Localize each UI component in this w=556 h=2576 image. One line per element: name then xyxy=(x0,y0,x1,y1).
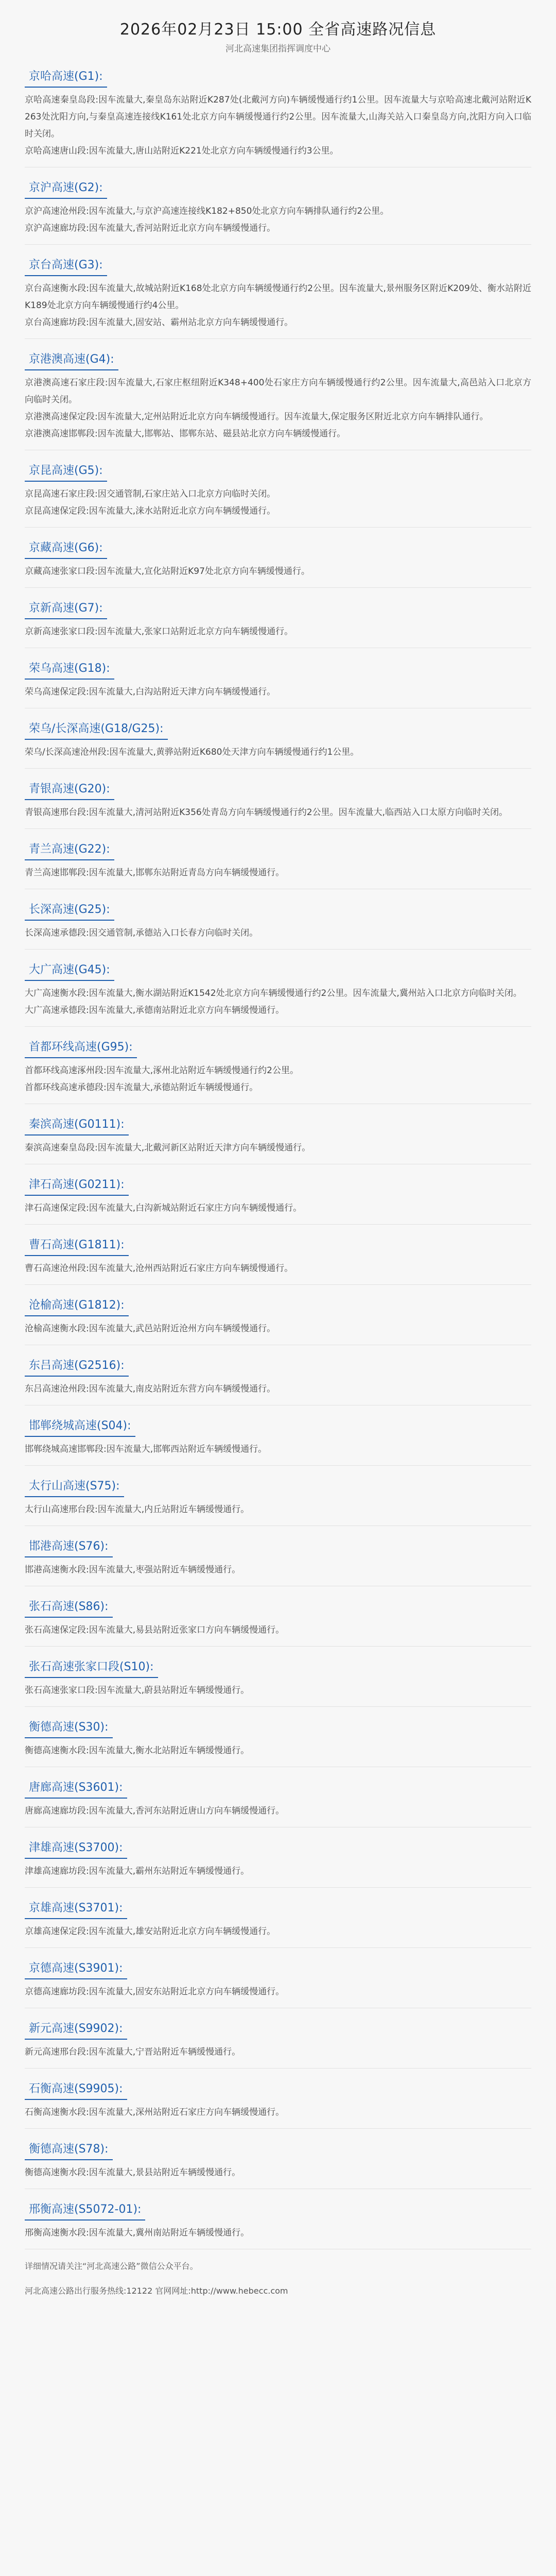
road-section-title: 邯郸绕城高速(S04): xyxy=(25,1415,135,1437)
road-section-title: 津雄高速(S3700): xyxy=(25,1837,127,1859)
road-condition-text: 津雄高速廊坊段:因车流量大,霸州东站附近车辆缓慢通行。 xyxy=(25,1866,250,1876)
page-subtitle: 河北高速集团指挥调度中心 xyxy=(225,44,331,54)
road-section-title: 京台高速(G3): xyxy=(25,254,107,276)
section-divider xyxy=(25,338,531,339)
road-condition-text: 京港澳高速石家庄段:因车流量大,石家庄枢纽附近K348+400处石家庄方向车辆缓慢通行约2公里。因车流量大,高邑站入口北京方向临时关闭。 xyxy=(25,378,531,405)
road-section-title: 青银高速(G20): xyxy=(25,778,114,800)
road-condition-text: 京沪高速沧州段:因车流量大,与京沪高速连接线K182+850处北京方向车辆排队通行约2公里。 xyxy=(25,206,389,216)
road-section xyxy=(25,2078,531,2129)
road-condition-text: 邢衡高速衡水段:因车流量大,冀州南站附近车辆缓慢通行。 xyxy=(25,2228,250,2238)
section-divider xyxy=(25,949,531,950)
road-section-title: 京新高速(G7): xyxy=(25,597,107,619)
road-section-title: 曹石高速(G1811): xyxy=(25,1234,129,1256)
road-condition-text: 秦滨高速秦皇岛段:因车流量大,北戴河新区站附近天津方向车辆缓慢通行。 xyxy=(25,1143,311,1153)
road-condition-text: 大广高速承德段:因车流量大,承德南站附近北京方向车辆缓慢通行。 xyxy=(25,1005,285,1015)
road-section-title: 秦滨高速(G0111): xyxy=(25,1113,129,1136)
road-section-title: 新元高速(S9902): xyxy=(25,2018,127,2040)
road-section xyxy=(25,1036,531,1104)
road-condition-text: 衡德高速衡水段:因车流量大,景县站附近车辆缓慢通行。 xyxy=(25,2167,241,2178)
section-divider xyxy=(25,244,531,245)
road-section-title: 京雄高速(S3701): xyxy=(25,1897,127,1919)
road-section-title: 衡德高速(S78): xyxy=(25,2138,113,2160)
road-condition-text: 京雄高速保定段:因车流量大,雄安站附近北京方向车辆缓慢通行。 xyxy=(25,1926,276,1937)
road-section xyxy=(25,1415,531,1466)
road-condition-text: 京台高速廊坊段:因车流量大,固安站、霸州站北京方向车辆缓慢通行。 xyxy=(25,317,293,328)
road-condition-text: 京藏高速张家口段:因车流量大,宣化站附近K97处北京方向车辆缓慢通行。 xyxy=(25,566,310,577)
road-section xyxy=(25,1837,531,1888)
section-divider xyxy=(25,1465,531,1466)
road-section-title: 青兰高速(G22): xyxy=(25,838,114,860)
road-section xyxy=(25,1656,531,1707)
road-condition-text: 太行山高速邢台段:因车流量大,内丘站附近车辆缓慢通行。 xyxy=(25,1504,250,1515)
road-condition-text: 新元高速邢台段:因车流量大,宁晋站附近车辆缓慢通行。 xyxy=(25,2047,241,2057)
road-condition-text: 首都环线高速承德段:因车流量大,承德站附近车辆缓慢通行。 xyxy=(25,1082,258,1093)
road-section-title: 长深高速(G25): xyxy=(25,899,114,921)
road-section xyxy=(25,1113,531,1164)
road-condition-text: 邯港高速衡水段:因车流量大,枣强站附近车辆缓慢通行。 xyxy=(25,1565,241,1575)
road-section xyxy=(25,1234,531,1285)
section-divider xyxy=(25,1646,531,1647)
road-section xyxy=(25,2198,531,2249)
road-condition-text: 长深高速承德段:因交通管制,承德站入口长春方向临时关闭。 xyxy=(25,928,258,938)
road-section-title: 京昆高速(G5): xyxy=(25,460,107,482)
footer-hotline: 河北高速公路出行服务热线:12122 官网网址:http://www.hebecc.com xyxy=(25,2286,288,2296)
section-divider xyxy=(25,2068,531,2069)
road-condition-text: 津石高速保定段:因车流量大,白沟新城站附近石家庄方向车辆缓慢通行。 xyxy=(25,1203,302,1213)
road-section xyxy=(25,1475,531,1526)
road-condition-text: 京港澳高速邯郸段:因车流量大,邯郸站、邯郸东站、磁县站北京方向车辆缓慢通行。 xyxy=(25,429,346,439)
road-condition-text: 唐廊高速廊坊段:因车流量大,香河东站附近唐山方向车辆缓慢通行。 xyxy=(25,1806,285,1816)
road-condition-text: 衡德高速衡水段:因车流量大,衡水北站附近车辆缓慢通行。 xyxy=(25,1745,250,1756)
road-condition-text: 青银高速邢台段:因车流量大,清河站附近K356处青岛方向车辆缓慢通行约2公里。因车流量大,临西站入口太原方向临时关闭。 xyxy=(25,807,508,818)
road-section-title: 唐廊高速(S3601): xyxy=(25,1776,127,1799)
road-section xyxy=(25,2138,531,2189)
road-condition-text: 京台高速衡水段:因车流量大,故城站附近K168处北京方向车辆缓慢通行约2公里。因车流量大,景州服务区附近K209处、衡水站附近K189处北京方向车辆缓慢通行约4公里。 xyxy=(25,283,531,311)
road-condition-text: 京港澳高速保定段:因车流量大,定州站附近北京方向车辆缓慢通行。因车流量大,保定服务区附近北京方向车辆排队通行。 xyxy=(25,412,489,422)
road-condition-text: 大广高速衡水段:因车流量大,衡水湖站附近K1542处北京方向车辆缓慢通行约2公里。因车流量大,冀州站入口北京方向临时关闭。 xyxy=(25,988,522,998)
road-condition-text: 京昆高速保定段:因车流量大,涞水站附近北京方向车辆缓慢通行。 xyxy=(25,506,276,516)
road-section xyxy=(25,348,531,450)
road-section-title: 荣乌/长深高速(G18/G25): xyxy=(25,718,168,740)
road-section xyxy=(25,718,531,769)
road-section xyxy=(25,1776,531,1827)
section-divider xyxy=(25,587,531,588)
road-section xyxy=(25,2018,531,2069)
section-divider xyxy=(25,768,531,769)
road-section-title: 津石高速(G0211): xyxy=(25,1174,129,1196)
road-section xyxy=(25,1897,531,1948)
road-section xyxy=(25,1294,531,1345)
road-section xyxy=(25,899,531,950)
road-section xyxy=(25,537,531,588)
road-condition-text: 京新高速张家口段:因车流量大,张家口站附近北京方向车辆缓慢通行。 xyxy=(25,626,293,637)
road-section xyxy=(25,838,531,889)
road-condition-text: 京沪高速廊坊段:因车流量大,香河站附近北京方向车辆缓慢通行。 xyxy=(25,223,276,233)
road-section-title: 石衡高速(S9905): xyxy=(25,2078,127,2100)
section-divider xyxy=(25,1224,531,1225)
road-section xyxy=(25,1535,531,1586)
road-condition-text: 京哈高速秦皇岛段:因车流量大,秦皇岛东站附近K287处(北戴河方向)车辆缓慢通行约1公里。因车流量大与京哈高速北戴河站附近K263处沈阳方向,与秦皇高速连接线K161处北京方向车辆缓慢通行约2公里。因车流量大,山海关站入口秦皇岛方向,沈阳方向入口临时关闭。 xyxy=(25,95,531,139)
section-divider xyxy=(25,1026,531,1027)
road-section xyxy=(25,254,531,339)
road-section-title: 京港澳高速(G4): xyxy=(25,348,118,370)
road-section-title: 张石高速张家口段(S10): xyxy=(25,1656,158,1678)
section-divider xyxy=(25,1887,531,1888)
page-title: 2026年02月23日 15:00 全省高速路况信息 xyxy=(119,21,437,39)
road-section-title: 邢衡高速(S5072-01): xyxy=(25,2198,145,2221)
road-section-title: 荣乌高速(G18): xyxy=(25,657,114,680)
road-section-title: 沧榆高速(G1812): xyxy=(25,1294,129,1316)
road-section xyxy=(25,177,531,245)
road-section-title: 京藏高速(G6): xyxy=(25,537,107,559)
road-section-title: 太行山高速(S75): xyxy=(25,1475,124,1497)
road-section xyxy=(25,778,531,829)
road-section-title: 大广高速(G45): xyxy=(25,959,114,981)
road-section-title: 首都环线高速(G95): xyxy=(25,1036,137,1058)
road-condition-text: 首都环线高速涿州段:因车流量大,涿州北站附近车辆缓慢通行约2公里。 xyxy=(25,1065,299,1076)
road-section-title: 东吕高速(G2516): xyxy=(25,1354,129,1377)
section-divider xyxy=(25,1284,531,1285)
road-condition-text: 张石高速保定段:因车流量大,易县站附近张家口方向车辆缓慢通行。 xyxy=(25,1625,285,1635)
road-condition-text: 京昆高速石家庄段:因交通管制,石家庄站入口北京方向临时关闭。 xyxy=(25,489,276,499)
road-section xyxy=(25,597,531,648)
road-condition-text: 东吕高速沧州段:因车流量大,南皮站附近东营方向车辆缓慢通行。 xyxy=(25,1384,276,1394)
road-section xyxy=(25,959,531,1027)
road-condition-text: 石衡高速衡水段:因车流量大,深州站附近石家庄方向车辆缓慢通行。 xyxy=(25,2107,285,2117)
section-divider xyxy=(25,828,531,829)
road-sections xyxy=(25,65,531,2249)
road-section-title: 张石高速(S86): xyxy=(25,1596,113,1618)
footer-note: 详细情况请关注“河北高速公路”微信公众平台。 xyxy=(25,2261,198,2271)
road-section xyxy=(25,65,531,167)
road-section xyxy=(25,657,531,708)
section-divider xyxy=(25,527,531,528)
road-section-title: 京德高速(S3901): xyxy=(25,1957,127,1979)
road-condition-text: 邯郸绕城高速邯郸段:因车流量大,邯郸西站附近车辆缓慢通行。 xyxy=(25,1444,267,1454)
road-condition-text: 京德高速廊坊段:因车流量大,固安东站附近北京方向车辆缓慢通行。 xyxy=(25,1987,285,1997)
section-divider xyxy=(25,2128,531,2129)
road-section xyxy=(25,1716,531,1767)
road-section xyxy=(25,1174,531,1225)
road-condition-text: 京哈高速唐山段:因车流量大,唐山站附近K221处北京方向车辆缓慢通行约3公里。 xyxy=(25,146,339,156)
road-condition-text: 荣乌高速保定段:因车流量大,白沟站附近天津方向车辆缓慢通行。 xyxy=(25,687,276,697)
road-section-title: 邯港高速(S76): xyxy=(25,1535,113,1557)
road-section-title: 京沪高速(G2): xyxy=(25,177,107,199)
section-divider xyxy=(25,1706,531,1707)
road-condition-text: 曹石高速沧州段:因车流量大,沧州西站附近石家庄方向车辆缓慢通行。 xyxy=(25,1263,293,1274)
road-section xyxy=(25,1596,531,1647)
section-divider xyxy=(25,1947,531,1948)
road-condition-text: 张石高速张家口段:因车流量大,蔚县站附近车辆缓慢通行。 xyxy=(25,1685,250,1696)
road-section xyxy=(25,1957,531,2008)
road-condition-text: 荣乌/长深高速沧州段:因车流量大,黄骅站附近K680处天津方向车辆缓慢通行约1公里。 xyxy=(25,747,359,757)
road-section xyxy=(25,460,531,528)
road-condition-text: 青兰高速邯郸段:因车流量大,邯郸东站附近青岛方向车辆缓慢通行。 xyxy=(25,868,285,878)
road-section xyxy=(25,1354,531,1405)
road-section-title: 京哈高速(G1): xyxy=(25,65,107,88)
road-condition-text: 沧榆高速衡水段:因车流量大,武邑站附近沧州方向车辆缓慢通行。 xyxy=(25,1324,276,1334)
road-section-title: 衡德高速(S30): xyxy=(25,1716,113,1738)
